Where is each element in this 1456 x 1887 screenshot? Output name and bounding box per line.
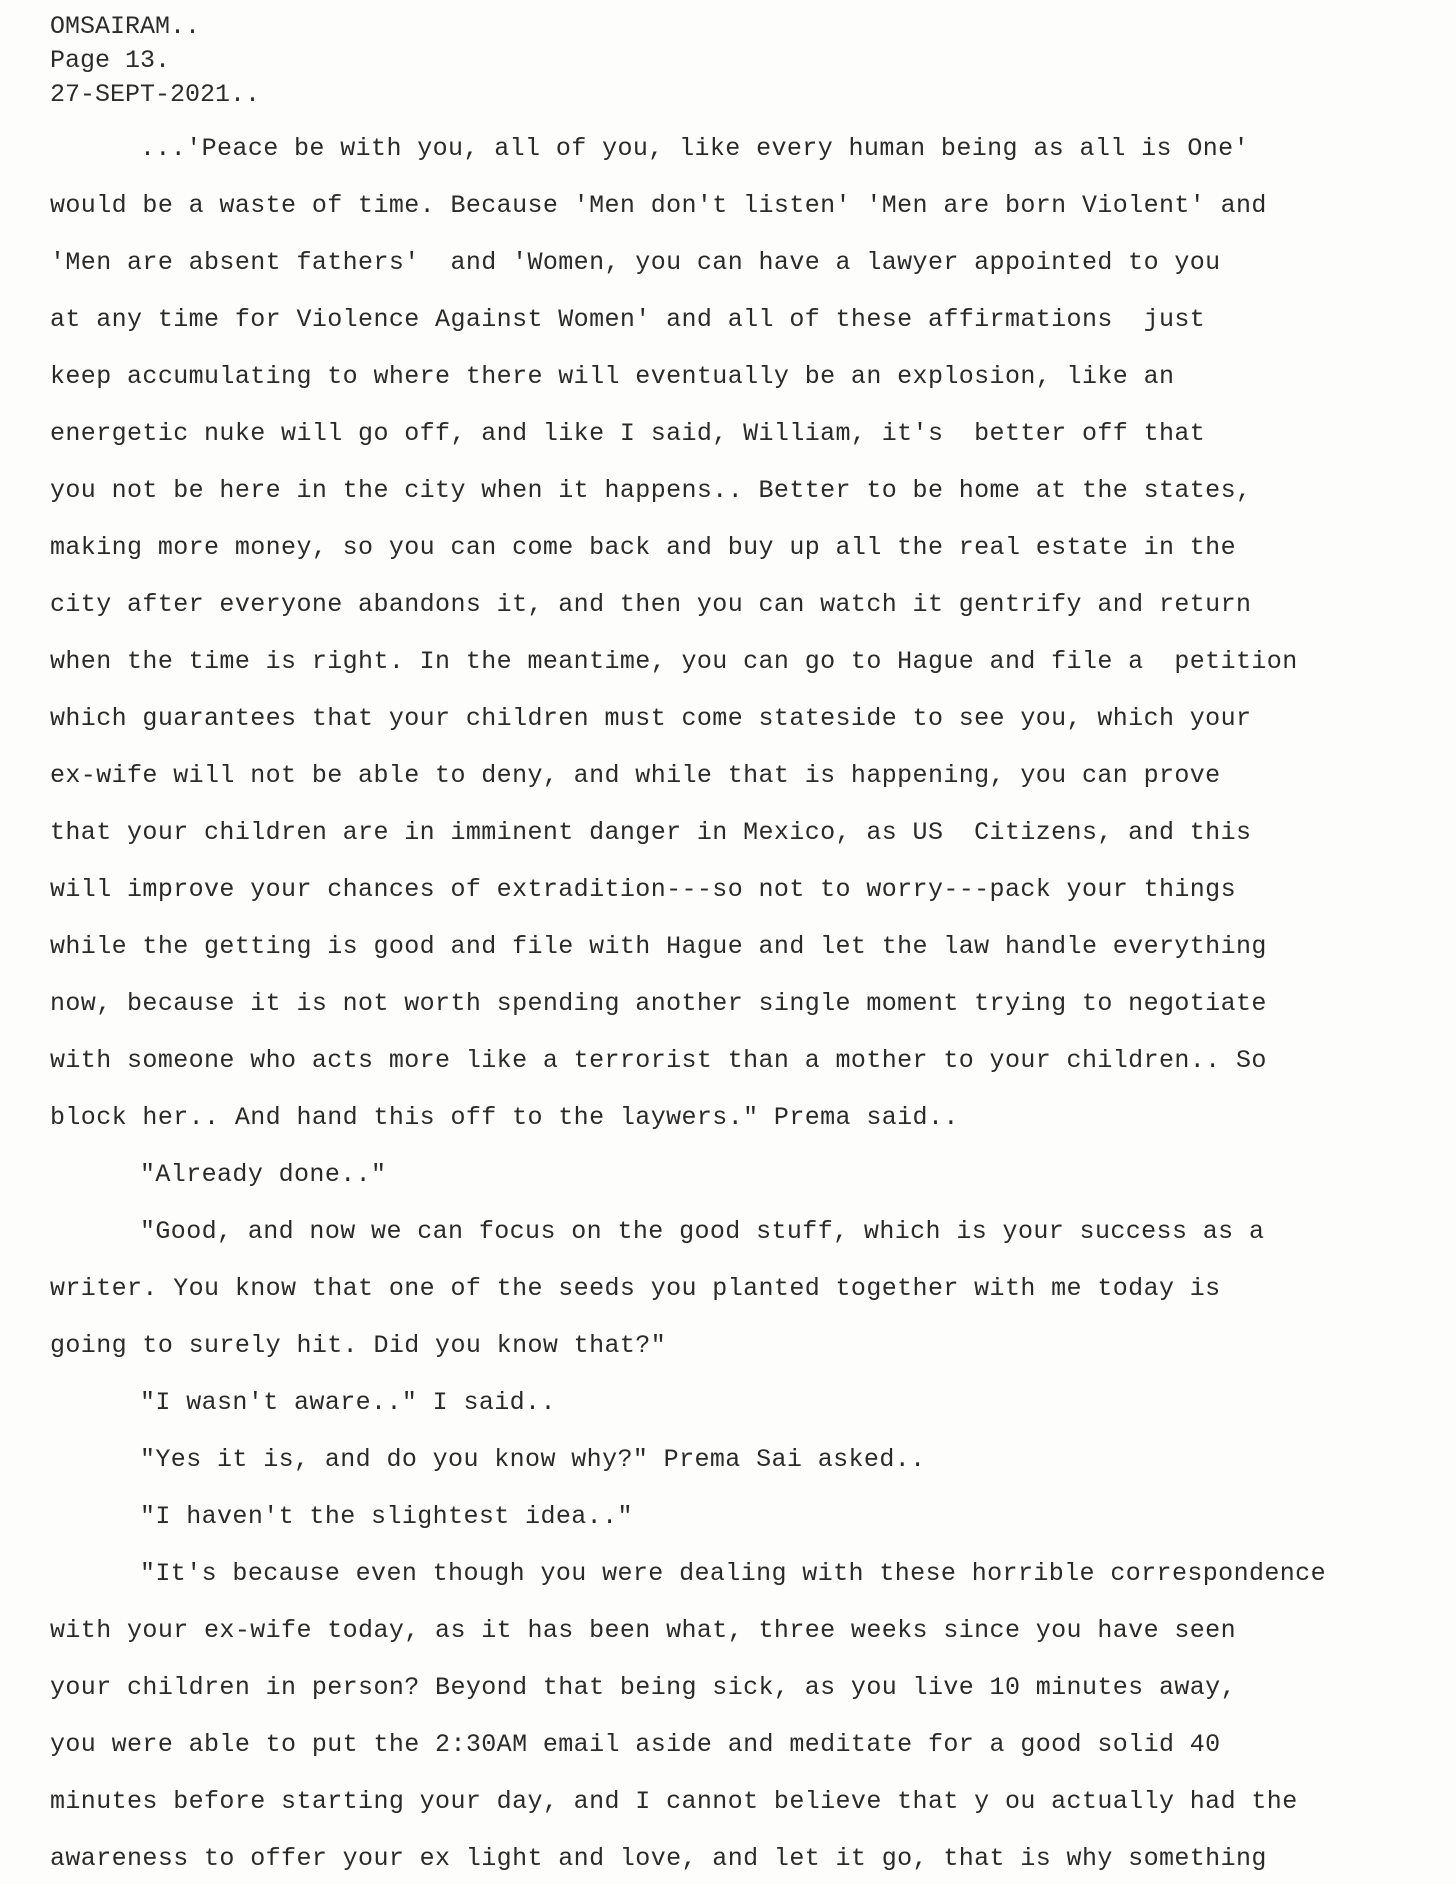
text-line: "Good, and now we can focus on the good stuff, which is your success as a <box>140 1217 1265 1246</box>
text-line: your children in person? Beyond that being sick, as you live 10 minutes away, <box>50 1673 1236 1702</box>
page-number: Page 13. <box>50 46 171 75</box>
text-line: going to surely hit. Did you know that?" <box>50 1331 667 1360</box>
text-line: 'Men are absent fathers' and 'Women, you can have a lawyer appointed to you <box>50 248 1221 277</box>
text-line: city after everyone abandons it, and then you can watch it gentrify and return <box>50 590 1252 619</box>
text-line: would be a waste of time. Because 'Men don't listen' 'Men are born Violent' and <box>50 191 1267 220</box>
text-line: block her.. And hand this off to the laywers." Prema said.. <box>50 1103 959 1132</box>
text-line: now, because it is not worth spending another single moment trying to negotiate <box>50 989 1267 1018</box>
text-line: "It's because even though you were dealing with these horrible correspondence <box>140 1559 1326 1588</box>
page-date: 27-SEPT-2021.. <box>50 80 261 109</box>
text-line: energetic nuke will go off, and like I said, William, it's better off that <box>50 419 1206 448</box>
header-title: OMSAIRAM.. <box>50 12 201 41</box>
text-line: minutes before starting your day, and I cannot believe that y ou actually had the <box>50 1787 1298 1816</box>
text-line: with someone who acts more like a terrorist than a mother to your children.. So <box>50 1046 1267 1075</box>
text-line: "Yes it is, and do you know why?" Prema Sai asked.. <box>140 1445 926 1474</box>
text-line: you not be here in the city when it happens.. Better to be home at the states, <box>50 476 1252 505</box>
text-line: which guarantees that your children must come stateside to see you, which your <box>50 704 1252 733</box>
text-line: while the getting is good and file with Hague and let the law handle everything <box>50 932 1267 961</box>
text-line: "I wasn't aware.." I said.. <box>140 1388 556 1417</box>
text-line: will improve your chances of extradition---so not to worry---pack your things <box>50 875 1236 904</box>
text-line: awareness to offer your ex light and love, and let it go, that is why something <box>50 1844 1267 1873</box>
text-line: "I haven't the slightest idea.." <box>140 1502 633 1531</box>
text-line: you were able to put the 2:30AM email aside and meditate for a good solid 40 <box>50 1730 1221 1759</box>
text-line: keep accumulating to where there will eventually be an explosion, like an <box>50 362 1175 391</box>
text-line: at any time for Violence Against Women' and all of these affirmations just <box>50 305 1206 334</box>
page-header <box>50 10 260 112</box>
text-line: ...'Peace be with you, all of you, like every human being as all is One' <box>140 134 1249 163</box>
text-line: that your children are in imminent danger in Mexico, as US Citizens, and this <box>50 818 1252 847</box>
text-line: ex-wife will not be able to deny, and while that is happening, you can prove <box>50 761 1221 790</box>
text-line: when the time is right. In the meantime, you can go to Hague and file a petition <box>50 647 1298 676</box>
text-line: writer. You know that one of the seeds you planted together with me today is <box>50 1274 1221 1303</box>
text-line: with your ex-wife today, as it has been what, three weeks since you have seen <box>50 1616 1236 1645</box>
text-line: making more money, so you can come back and buy up all the real estate in the <box>50 533 1236 562</box>
text-line: "Already done.." <box>140 1160 387 1189</box>
body-text <box>50 120 1450 1887</box>
